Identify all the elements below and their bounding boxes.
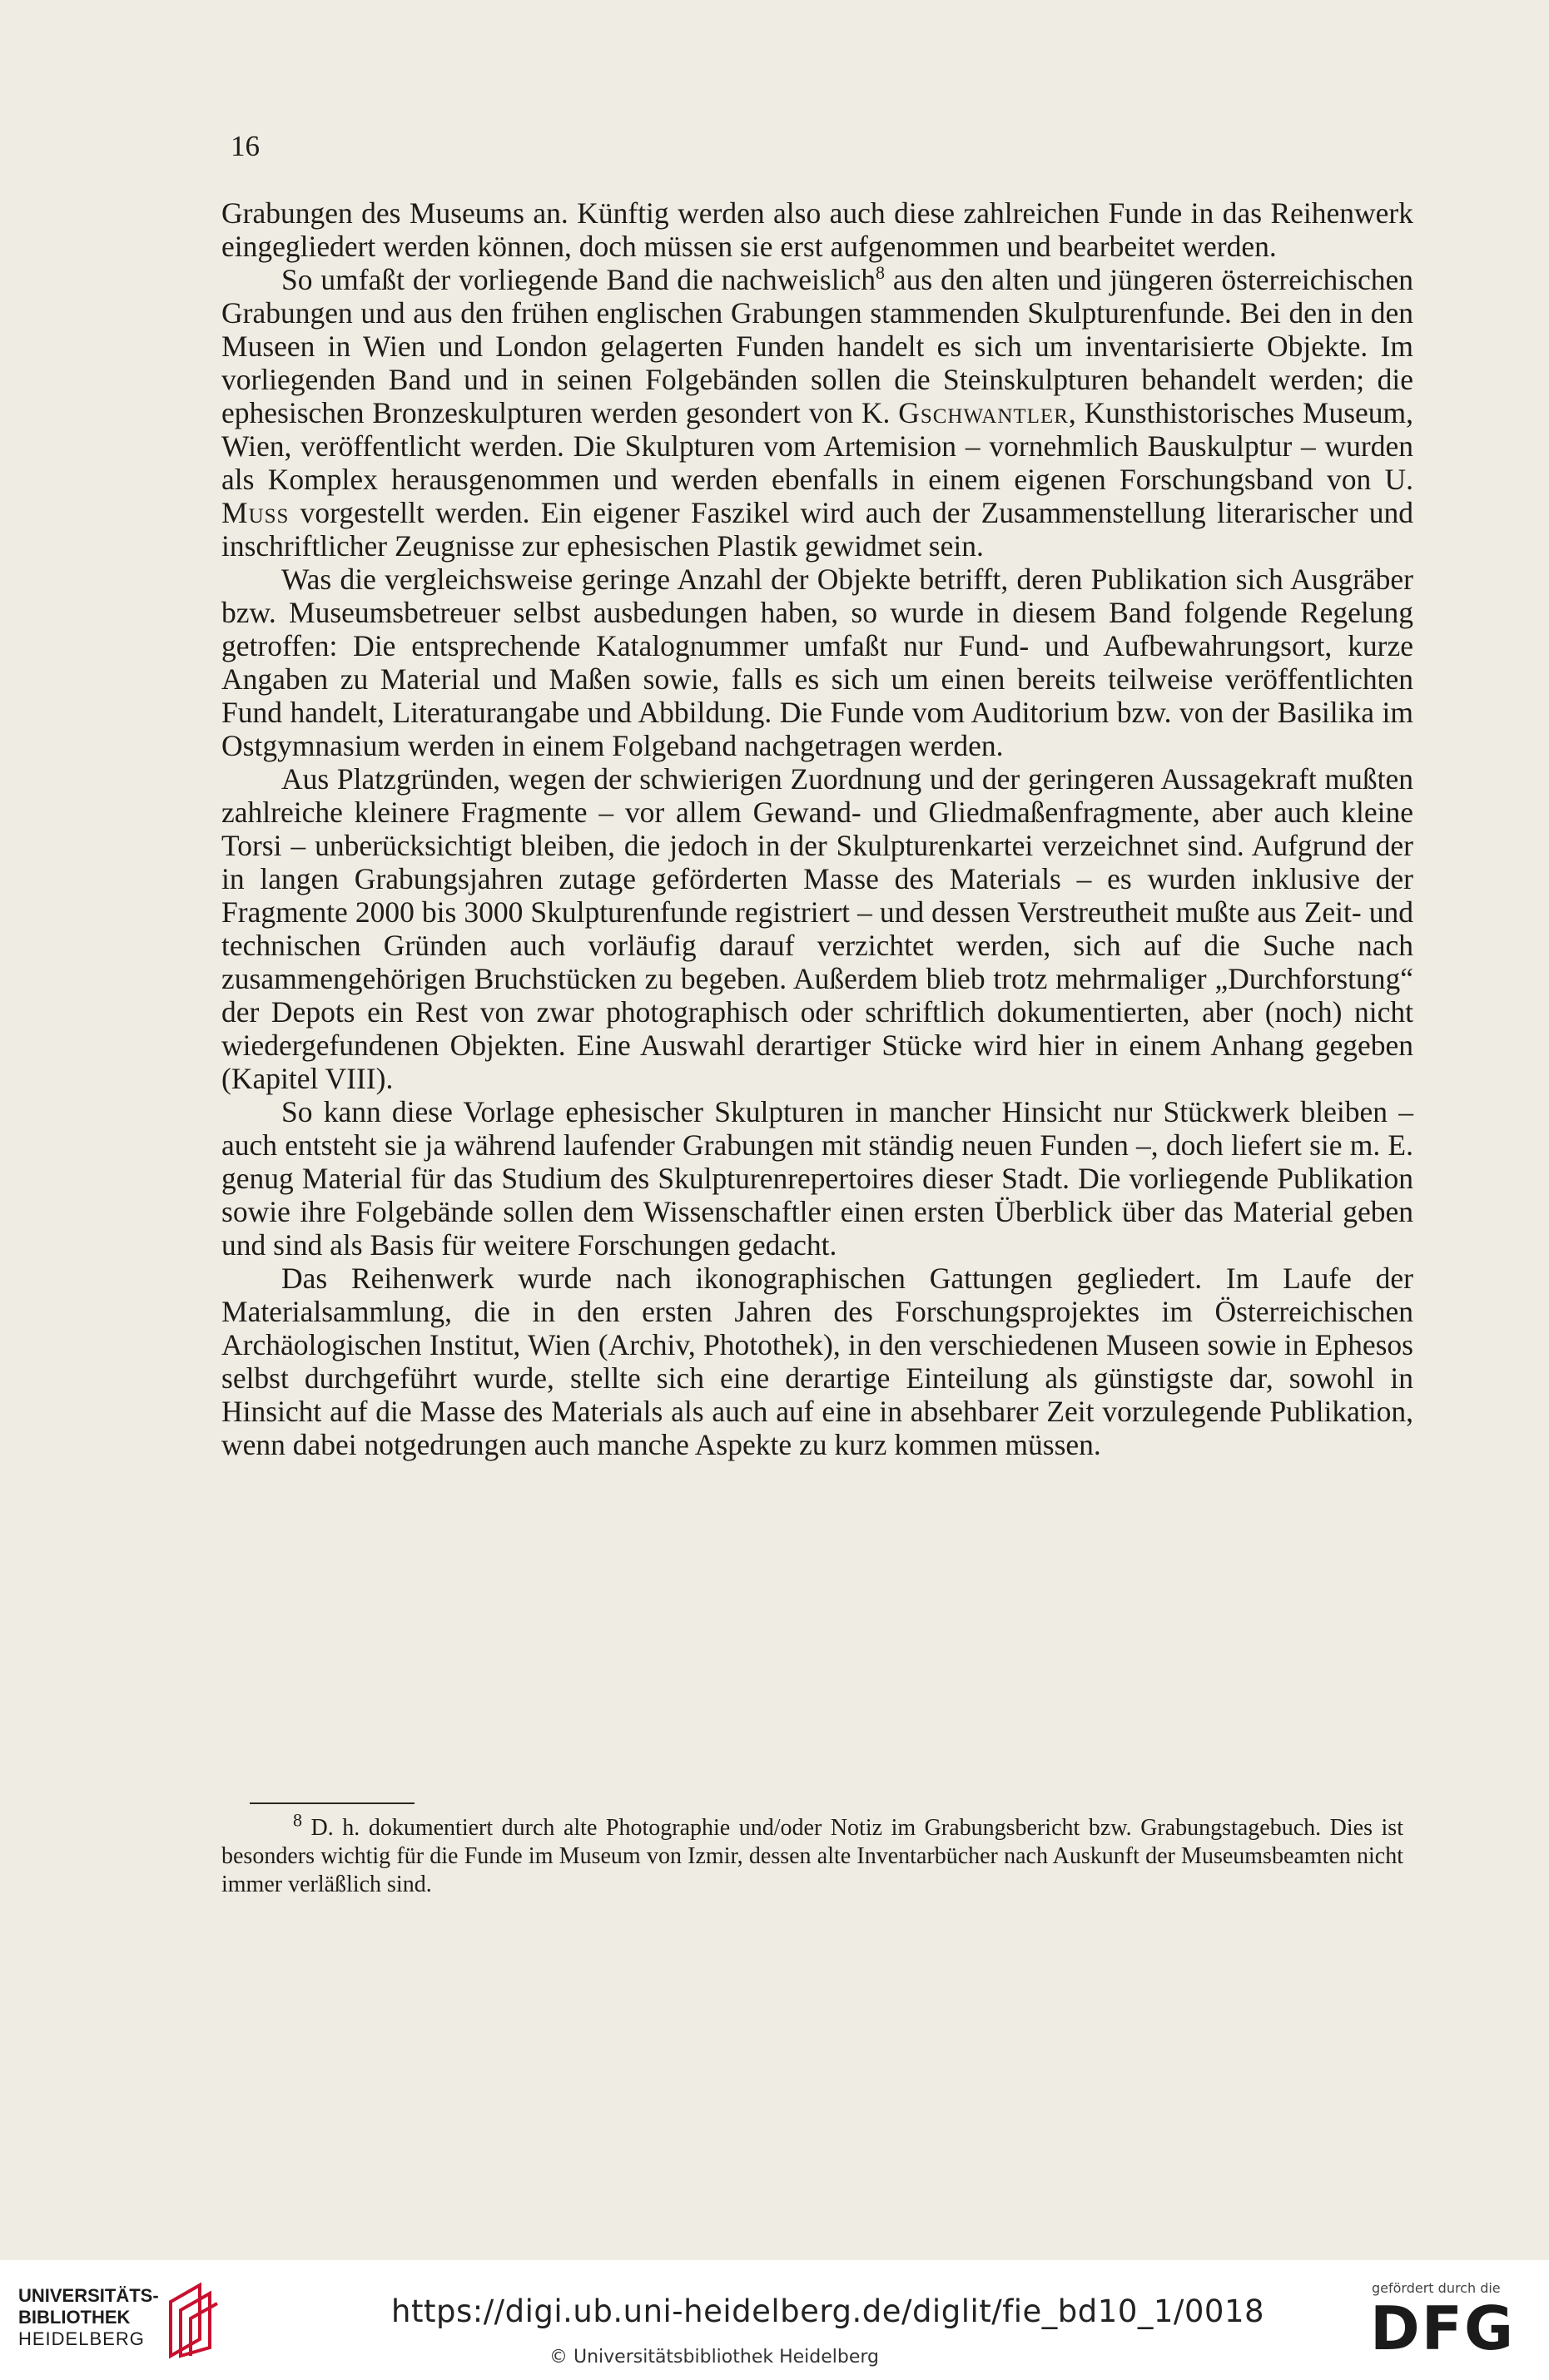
paragraph-6: Das Reihenwerk wurde nach ikonographischen Gattungen gegliedert. Im Laufe der Materialsammlung, die in den ersten Jahren des Forschungsprojektes im Österreichischen Archäologischen Institut, Wien (Archiv, Photothek), in den verschiedenen Museen sowie in Ephesos selbst durchgeführt wurde, stellte sich eine derartige Einteilung als günstigste dar, sowohl in Hinsicht auf die Masse des Materials als auch auf eine in absehbarer Zeit vorzulegende Publikation, wenn dabei notgedrungen auch manche Aspekte zu kurz kommen müssen. [221,1262,1413,1461]
footnote-reference[interactable]: 8 [875,262,885,284]
library-logo[interactable]: UNIVERSITÄTS- BIBLIOTHEK HEIDELBERG [18,2285,159,2349]
body-text [221,196,1413,1461]
footnote-marker: 8 [293,1809,302,1831]
author-name: Gschwantler [898,396,1069,429]
library-mark-icon [162,2277,221,2360]
footnote-divider [250,1802,415,1804]
permalink-url[interactable]: https://digi.ub.uni-heidelberg.de/diglit/fie_bd10_1/0018 [391,2293,1265,2329]
footnote-text: D. h. dokumentiert durch alte Photographie und/oder Notiz im Grabungsbericht bzw. Grabungstagebuch. Dies ist besonders wichtig für die Funde im Museum von Izmir, dessen alte Inventarbücher nach Auskunft der Museumsbeamten nicht immer verläßlich sind. [221,1815,1403,1897]
paragraph-1: Grabungen des Museums an. Künftig werden also auch diese zahlreichen Funde in das Reihenwerk eingegliedert werden können, doch müssen sie erst aufgenommen und bearbeitet werden. [221,196,1413,263]
dfg-logo[interactable]: DFG [1370,2293,1516,2363]
paragraph-3: Was die vergleichsweise geringe Anzahl der Objekte betrifft, deren Publikation sich Ausgräber bzw. Museumsbetreuer selbst ausbedungen haben, so wurde in diesem Band folgende Regelung getroffen: Die entsprechende Katalognummer umfaßt nur Fund- und Aufbewahrungsort, kurze Angaben zu Material und Maßen sowie, falls es sich um einen bereits teilweise veröffentlichten Fund handelt, Literaturangabe und Abbildung. Die Funde vom Auditorium bzw. von der Basilika im Ostgymnasium werden in einem Folgeband nachgetragen werden. [221,563,1413,762]
paragraph-4: Aus Platzgründen, wegen der schwierigen Zuordnung und der geringeren Aussagekraft mußten zahlreiche kleinere Fragmente – vor allem Gewand- und Gliedmaßenfragmente, aber auch kleine Torsi – unberücksichtigt bleiben, die jedoch in der Skulpturenkartei verzeichnet sind. Aufgrund der in langen Grabungsjahren zutage geförderten Masse des Materials – es wurden inklusive der Fragmente 2000 bis 3000 Skulpturenfunde registriert – und dessen Verstreutheit mußte aus Zeit- und technischen Gründen auch vorläufig darauf verzichtet werden, sich auf die Suche nach zusammengehörigen Bruchstücken zu begeben. Außerdem blieb trotz mehrmaliger „Durchforstung“ der Depots ein Rest von zwar photographisch oder schriftlich dokumentierten, aber (noch) nicht wiedergefundenen Objekten. Eine Auswahl derartiger Stücke wird hier in einem Anhang gegeben (Kapitel VIII). [221,762,1413,1095]
funder-caption: gefördert durch die [1372,2280,1501,2296]
footnote [221,1809,1403,1899]
author-name: Muss [221,496,290,529]
paragraph-5: So kann diese Vorlage ephesischer Skulpturen in mancher Hinsicht nur Stückwerk bleiben – auch entsteht sie ja während laufender Grabungen mit ständig neuen Funden –, doch liefert sie m. E. genug Material für das Studium des Skulpturenrepertoires dieser Stadt. Die vorliegende Publikation sowie ihre Folgebände sollen dem Wissenschaftler einen ersten Überblick über das Material geben und sind als Basis für weitere Forschungen gedacht. [221,1095,1413,1262]
copyright-notice: © Universitätsbibliothek Heidelberg [549,2347,880,2368]
paragraph-2: So umfaßt der vorliegende Band die nachweislich$^8$ aus den alten und jüngeren österreichischen Grabungen und aus den frühen englischen Grabungen stammenden Skulpturenfunde. Bei den in den Museen in Wien und London gelagerten Funden handelt es sich um inventarisierte Objekte. Im vorliegenden Band und in seinen Folgebänden sollen die Steinskulpturen behandelt werden; die ephesischen Bronzeskulpturen werden gesondert von K. Gschwantler, Kunsthistorisches Museum, Wien, veröffentlicht werden. Die Skulpturen vom Artemision – vornehmlich Bauskulptur – wurden als Komplex herausgenommen und werden ebenfalls in einem eigenen Forschungsband von U. Muss vorgestellt werden. Ein eigener Faszikel wird auch der Zusammenstellung literarischer und inschriftlicher Zeugnisse zur ephesischen Plastik gewidmet sein. [221,262,1414,563]
viewer-footer [0,2260,1549,2380]
page-number: 16 [231,130,260,162]
